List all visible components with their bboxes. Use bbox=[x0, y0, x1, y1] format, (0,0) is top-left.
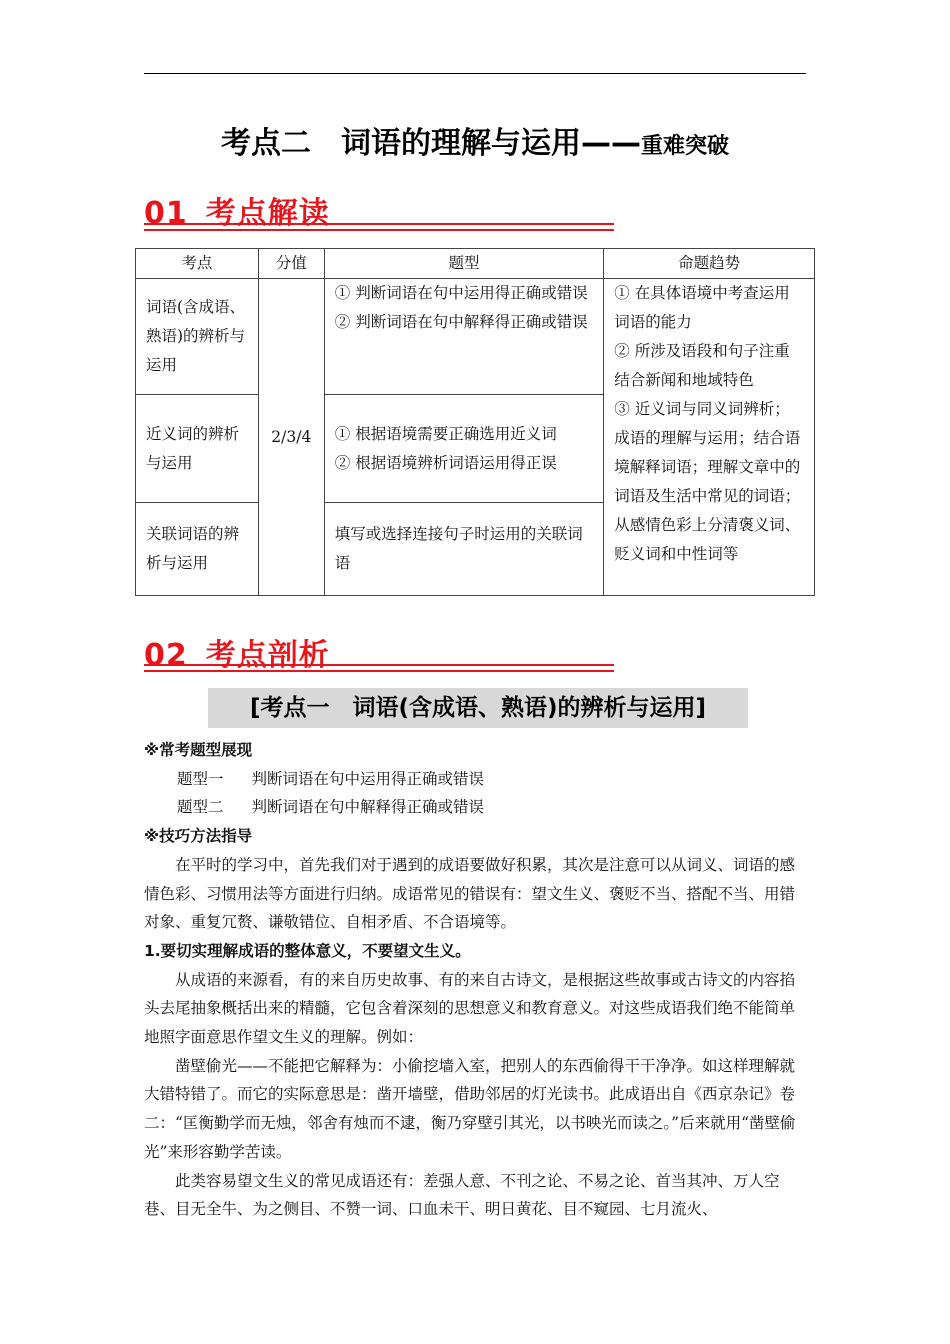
paragraph: 凿壁偷光——不能把它解释为：小偷挖墙入室，把别人的东西偷得干干净净。如这样理解就大错特错了。而它的实际意思是：凿开墙壁，借助邻居的灯光读书。此成语出自《西京杂记》卷二：“匡衡勤学而无烛，邻舍有烛而不逮，衡乃穿壁引其光，以书映光而读之。”后来就用“凿壁偷光”来形容勤学苦读。 bbox=[144, 1056, 796, 1161]
type-item: ② 根据语境辨析词语运用得正误 bbox=[334, 453, 557, 472]
types-cell bbox=[324, 503, 604, 596]
type-text: 判断词语在句中解释得正确或错误 bbox=[251, 798, 485, 817]
page-title bbox=[0, 118, 950, 162]
kaodian-banner: [考点一 词语(含成语、熟语)的辨析与运用] bbox=[208, 688, 748, 728]
trend-item: ③ 近义词与同义词辨析；成语的理解与运用；结合语境解释词语；理解文章中的词语及生活中常见的词语；从感情色彩上分清褒义词、贬义词和中性词等 bbox=[614, 400, 801, 563]
exam-analysis-table bbox=[135, 248, 815, 596]
point-cell: 关联词语的辨析与运用 bbox=[136, 503, 259, 596]
subheading: ※技巧方法指导 bbox=[144, 827, 253, 846]
trend-item: ② 所涉及语段和句子注重结合新闻和地域特色 bbox=[614, 342, 790, 389]
paragraph: 在平时的学习中，首先我们对于遇到的成语要做好积累，其次是注意可以从词义、词语的感情色彩、习惯用法等方面进行归纳。成语常见的错误有：望文生义、褒贬不当、搭配不当、用错对象、重复冗赘、谦敬错位、自相矛盾、不合语境等。 bbox=[144, 855, 796, 932]
list-item bbox=[144, 765, 806, 794]
type-item: ② 判断词语在句中解释得正确或错误 bbox=[334, 313, 588, 331]
section-number: 01 bbox=[144, 196, 188, 231]
header-cell: 分值 bbox=[258, 249, 324, 279]
section-underline bbox=[144, 229, 614, 231]
section-underline bbox=[144, 664, 614, 666]
section-label: 考点剖析 bbox=[205, 638, 330, 673]
type-item: ① 根据语境需要正确选用近义词 bbox=[334, 424, 557, 443]
trend-item: ① 在具体语境中考查运用词语的能力 bbox=[614, 284, 790, 331]
paragraph: 从成语的来源看，有的来自历史故事、有的来自古诗文，是根据这些故事或古诗文的内容掐头去尾抽象概括出来的精髓，它包含着深刻的思想意义和教育意义。对这些成语我们绝不能简单地照字面意思作望文生义的理解。例如： bbox=[144, 970, 796, 1047]
score-cell: 2/3/4 bbox=[258, 279, 324, 596]
header-cell: 命题趋势 bbox=[604, 249, 815, 279]
paragraph: 此类容易望文生义的常见成语还有：差强人意、不刊之论、不易之论、首当其冲、万人空巷、目无全牛、为之侧目、不赞一词、口血未干、明日黄花、目不窥园、七月流火、 bbox=[144, 1171, 780, 1219]
type-label: 题型二 bbox=[177, 798, 224, 817]
body-content bbox=[144, 736, 806, 1224]
section-number: 02 bbox=[144, 638, 188, 673]
table-header-row bbox=[136, 249, 815, 279]
trend-cell bbox=[604, 279, 815, 596]
types-cell bbox=[324, 279, 604, 395]
types-cell bbox=[324, 395, 604, 503]
table-row bbox=[136, 279, 815, 395]
header-cell: 考点 bbox=[136, 249, 259, 279]
section-heading-1 bbox=[144, 188, 330, 232]
subheading: ※常考题型展现 bbox=[144, 741, 253, 759]
point-cell: 词语(含成语、熟语)的辨析与运用 bbox=[136, 279, 259, 395]
header-rule bbox=[144, 73, 806, 74]
point-heading: 1.要切实理解成语的整体意义，不要望文生义。 bbox=[144, 941, 471, 960]
section-underline bbox=[144, 223, 614, 225]
page-title-main: 考点二 词语的理解与运用—— bbox=[220, 126, 641, 161]
type-item: ① 判断词语在句中运用得正确或错误 bbox=[334, 284, 588, 302]
page-title-sub: 重难突破 bbox=[640, 133, 729, 159]
type-text: 判断词语在句中运用得正确或错误 bbox=[251, 769, 485, 788]
section-label: 考点解读 bbox=[205, 196, 330, 231]
point-cell: 近义词的辨析与运用 bbox=[136, 395, 259, 503]
header-cell: 题型 bbox=[324, 249, 604, 279]
type-item: 填写或选择连接句子时运用的关联词语 bbox=[334, 525, 583, 572]
type-label: 题型一 bbox=[177, 769, 224, 788]
list-item bbox=[144, 793, 806, 822]
section-heading-2 bbox=[144, 630, 330, 674]
section-underline bbox=[144, 670, 614, 672]
